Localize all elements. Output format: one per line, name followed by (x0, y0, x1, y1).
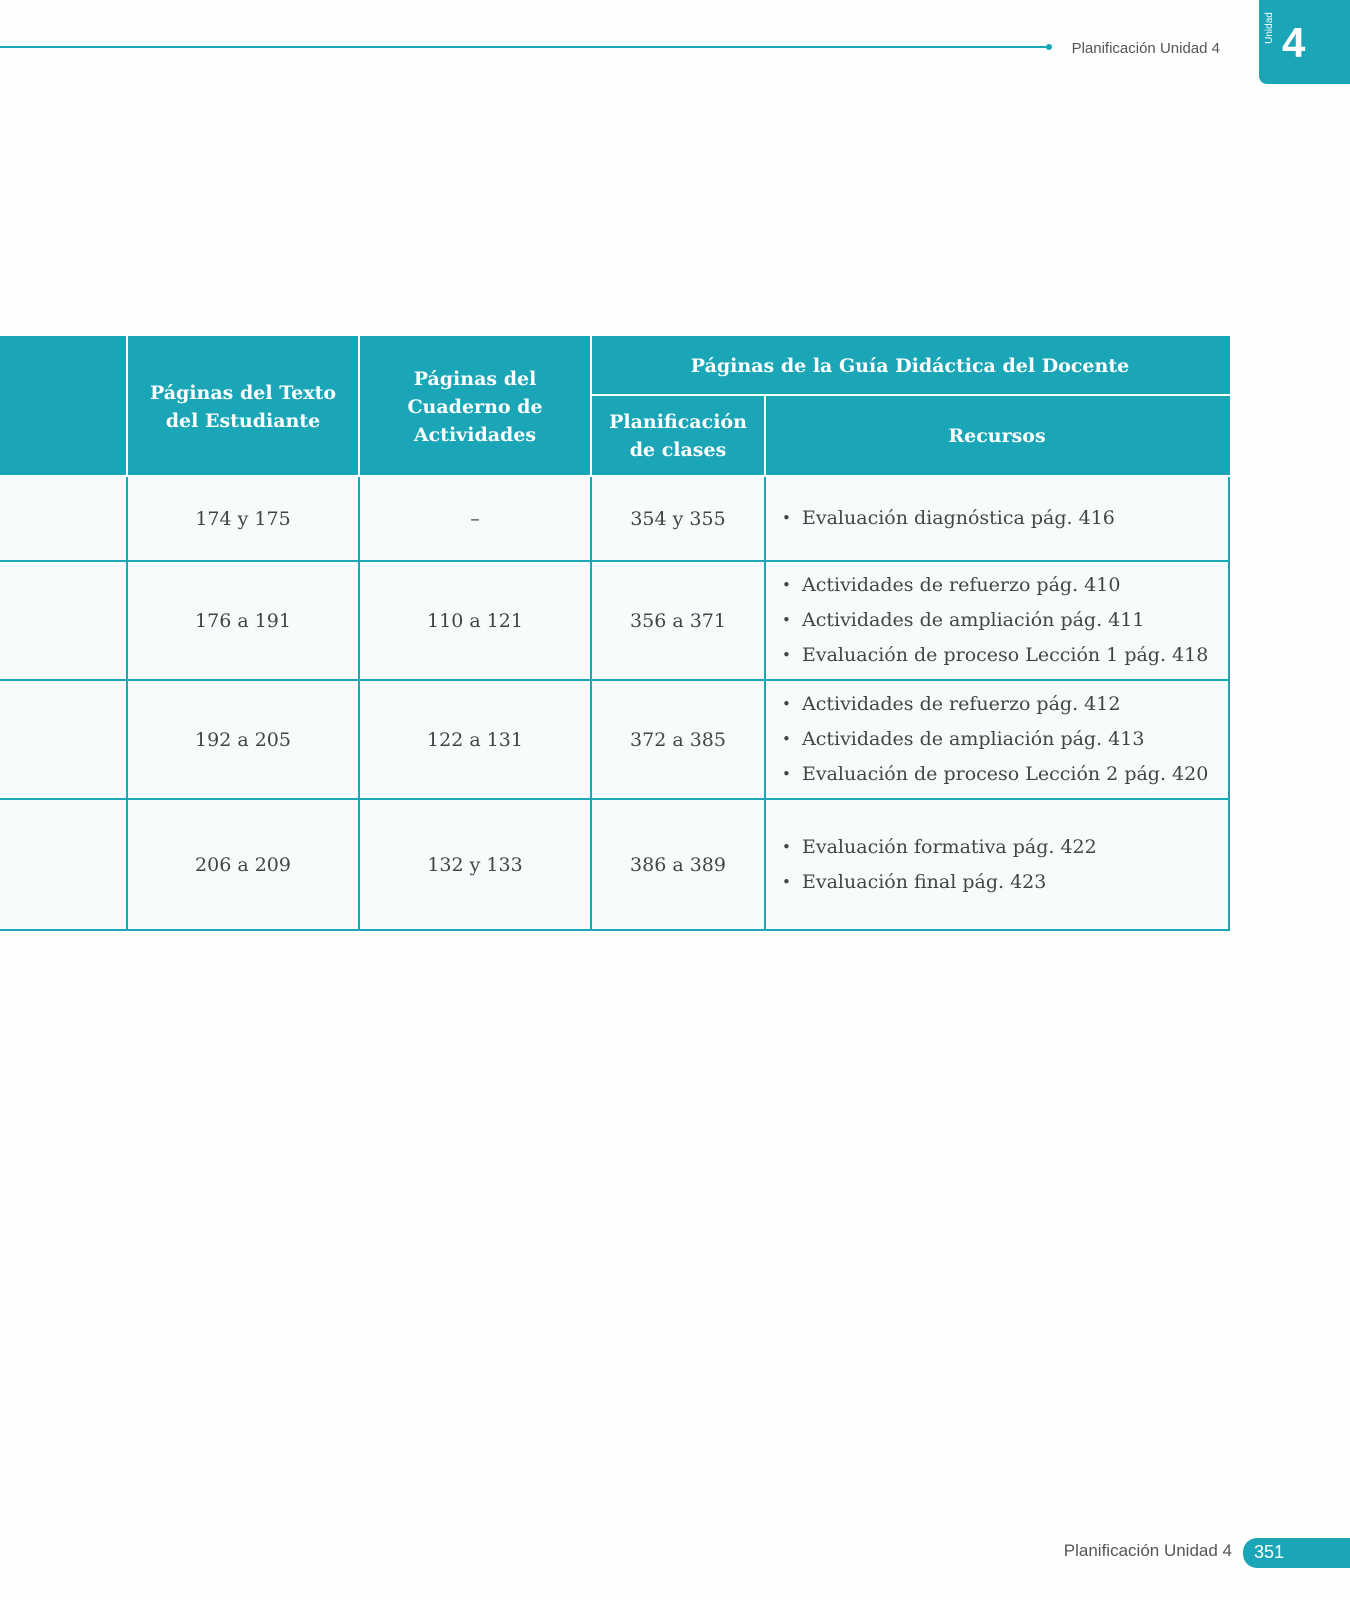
texto-cell: 206 a 209 (127, 799, 359, 930)
recursos-cell (765, 476, 1229, 561)
recursos-cell (765, 561, 1229, 680)
row-blank-cell (0, 561, 127, 680)
planificacion-cell: 386 a 389 (591, 799, 765, 930)
cuaderno-cell: 122 a 131 (359, 680, 591, 799)
header-recursos: Recursos (765, 395, 1229, 476)
header-planificacion: Planificación de clases (591, 395, 765, 476)
list-item: • Evaluación final pág. 423 (780, 865, 1214, 900)
unit-number: 4 (1282, 19, 1306, 66)
footer-title: Planificación Unidad 4 (1063, 1541, 1232, 1560)
planificacion-cell: 356 a 371 (591, 561, 765, 680)
cuaderno-cell: 132 y 133 (359, 799, 591, 930)
header-rule (0, 46, 1050, 48)
list-item: • Evaluación formativa pág. 422 (780, 830, 1214, 865)
header-texto: Páginas del Texto del Estudiante (127, 337, 359, 476)
recursos-list (780, 687, 1214, 792)
list-item: • Actividades de ampliación pág. 413 (780, 722, 1214, 757)
planning-table (0, 336, 1230, 931)
texto-cell: 176 a 191 (127, 561, 359, 680)
cuaderno-cell: – (359, 476, 591, 561)
row-blank-cell (0, 799, 127, 930)
header-guia: Páginas de la Guía Didáctica del Docente (591, 337, 1229, 395)
blank-header-cell (0, 337, 127, 476)
texto-cell: 192 a 205 (127, 680, 359, 799)
header-cuaderno: Páginas del Cuaderno de Actividades (359, 337, 591, 476)
table-row (0, 799, 1229, 930)
list-item: • Actividades de refuerzo pág. 410 (780, 568, 1214, 603)
planificacion-cell: 354 y 355 (591, 476, 765, 561)
cuaderno-cell: 110 a 121 (359, 561, 591, 680)
table-row (0, 476, 1229, 561)
list-item: • Actividades de ampliación pág. 411 (780, 603, 1214, 638)
recursos-list (780, 501, 1214, 536)
planificacion-cell: 372 a 385 (591, 680, 765, 799)
recursos-list (780, 830, 1214, 900)
row-blank-cell (0, 476, 127, 561)
list-item: • Evaluación diagnóstica pág. 416 (780, 501, 1214, 536)
recursos-list (780, 568, 1214, 673)
list-item: • Actividades de refuerzo pág. 412 (780, 687, 1214, 722)
page-number: 351 (1254, 1542, 1285, 1562)
header-title: Planificación Unidad 4 (1071, 40, 1220, 57)
list-item: • Evaluación de proceso Lección 2 pág. 420 (780, 757, 1214, 792)
row-blank-cell (0, 680, 127, 799)
recursos-cell (765, 680, 1229, 799)
unit-label: Unidad (1264, 12, 1275, 44)
recursos-cell (765, 799, 1229, 930)
list-item: • Evaluación de proceso Lección 1 pág. 418 (780, 638, 1214, 673)
texto-cell: 174 y 175 (127, 476, 359, 561)
table-row (0, 680, 1229, 799)
table-row (0, 561, 1229, 680)
